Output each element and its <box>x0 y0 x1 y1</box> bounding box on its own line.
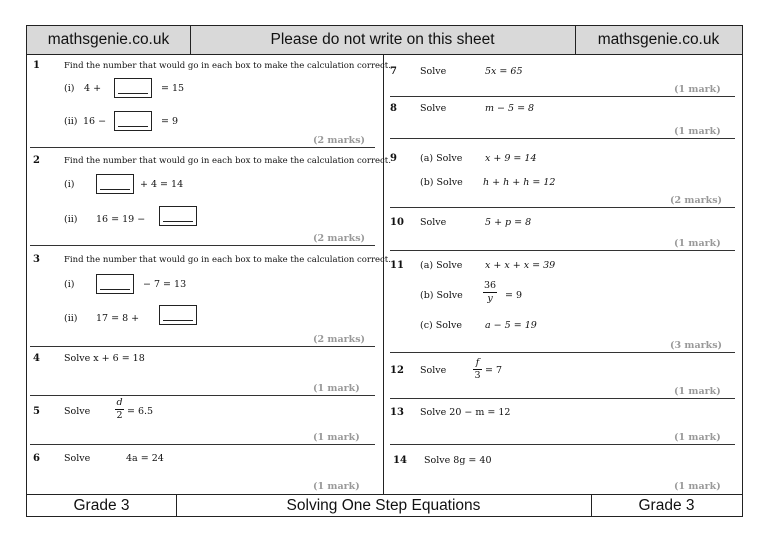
question-number: 13 <box>390 407 404 418</box>
fraction-numerator: 36 <box>483 280 497 291</box>
equation-text: − 7 = 13 <box>143 279 187 290</box>
marks-label: (2 marks) <box>670 195 723 206</box>
marks-label: (1 mark) <box>674 432 721 443</box>
part-label: (b) Solve <box>420 177 463 188</box>
fraction-denominator: 3 <box>474 370 481 381</box>
footer-topic: Solving One Step Equations <box>176 495 592 517</box>
part-label: (c) Solve <box>420 320 463 331</box>
part-label: (i) <box>64 279 75 290</box>
divider-line <box>390 352 735 353</box>
equation-text: 4 + <box>84 83 102 94</box>
fraction <box>115 398 124 421</box>
equation-text: 4a = 24 <box>126 453 164 464</box>
divider-line <box>390 444 735 445</box>
solve-label: Solve <box>420 217 447 228</box>
equation-text: + 4 = 14 <box>140 179 184 190</box>
divider-line <box>30 395 375 396</box>
divider-line <box>30 444 375 445</box>
question-number: 7 <box>390 66 397 77</box>
question-prompt: Find the number that would go in each box to make the calculation correct. <box>64 156 391 166</box>
question-number: 5 <box>33 406 40 417</box>
equation-text: h + h + h = 12 <box>483 177 556 188</box>
equation-text: 5x = 65 <box>485 66 523 77</box>
solve-label: Solve <box>420 103 447 114</box>
header-bar <box>27 26 742 55</box>
part-label: (a) Solve <box>420 153 463 164</box>
marks-label: (2 marks) <box>313 233 366 244</box>
part-label: (ii) <box>64 214 78 225</box>
fraction <box>483 281 497 304</box>
question-number: 1 <box>33 60 40 71</box>
marks-label: (1 mark) <box>313 481 360 492</box>
equation-text: Solve 20 − m = 12 <box>420 407 511 418</box>
equation-text: 5 + p = 8 <box>485 217 532 228</box>
marks-label: (3 marks) <box>670 340 723 351</box>
fraction-denominator: y <box>487 293 493 304</box>
fraction-denominator: 2 <box>116 410 123 421</box>
marks-label: (1 mark) <box>313 383 360 394</box>
marks-label: (2 marks) <box>313 135 366 146</box>
question-number: 12 <box>390 365 404 376</box>
divider-line <box>30 147 375 148</box>
part-label: (i) <box>64 179 75 190</box>
equation-text: 16 − <box>83 116 107 127</box>
divider-line <box>390 207 735 208</box>
question-number: 11 <box>390 260 404 271</box>
question-prompt: Find the number that would go in each box to make the calculation correct. <box>64 255 391 265</box>
answer-box <box>96 274 134 294</box>
equation-text: = 15 <box>161 83 185 94</box>
question-prompt: Find the number that would go in each box to make the calculation correct. <box>64 61 391 71</box>
footer-grade-right: Grade 3 <box>638 497 695 514</box>
equation-text: = 7 <box>485 365 503 376</box>
question-number: 9 <box>390 153 397 164</box>
question-number: 14 <box>393 455 407 466</box>
answer-box <box>114 111 152 131</box>
solve-label: Solve <box>420 365 447 376</box>
question-number: 4 <box>33 353 40 364</box>
divider-line <box>390 138 735 139</box>
equation-text: = 6.5 <box>127 406 154 417</box>
equation-text: x + 9 = 14 <box>485 153 537 164</box>
divider-line <box>390 96 735 97</box>
equation-text: m − 5 = 8 <box>485 103 535 114</box>
question-number: 10 <box>390 217 404 228</box>
equation-text: Solve 8g = 40 <box>424 455 492 466</box>
question-number: 8 <box>390 103 397 114</box>
marks-label: (2 marks) <box>313 334 366 345</box>
footer-bar <box>27 494 742 517</box>
part-label: (b) Solve <box>420 290 463 301</box>
marks-label: (1 mark) <box>674 238 721 249</box>
divider-line <box>30 346 375 347</box>
answer-box <box>114 78 152 98</box>
part-label: (ii) <box>64 313 78 324</box>
marks-label: (1 mark) <box>313 432 360 443</box>
fraction-numerator: f <box>475 357 480 368</box>
equation-text: = 9 <box>505 290 523 301</box>
question-number: 6 <box>33 453 40 464</box>
header-notice: Please do not write on this sheet <box>190 26 576 54</box>
question-number: 3 <box>33 254 40 265</box>
header-site-left: mathsgenie.co.uk <box>27 26 191 54</box>
answer-box <box>96 174 134 194</box>
divider-line <box>390 250 735 251</box>
equation-text: = 9 <box>161 116 179 127</box>
header-site-right: mathsgenie.co.uk <box>597 31 720 48</box>
fraction <box>473 358 482 381</box>
equation-text: x + x + x = 39 <box>485 260 556 271</box>
equation-text: a − 5 = 19 <box>485 320 537 331</box>
marks-label: (1 mark) <box>674 481 721 492</box>
part-label: (a) Solve <box>420 260 463 271</box>
fraction-numerator: d <box>116 397 123 408</box>
marks-label: (1 mark) <box>674 126 721 137</box>
marks-label: (1 mark) <box>674 84 721 95</box>
part-label: (ii) <box>64 116 78 127</box>
answer-box <box>159 206 197 226</box>
footer-grade-left: Grade 3 <box>27 495 177 517</box>
equation-text: 16 = 19 − <box>96 214 146 225</box>
marks-label: (1 mark) <box>674 386 721 397</box>
equation-text: 17 = 8 + <box>96 313 140 324</box>
divider-line <box>390 398 735 399</box>
divider-line <box>30 245 375 246</box>
solve-label: Solve <box>64 453 91 464</box>
answer-box <box>159 305 197 325</box>
solve-label: Solve <box>64 406 91 417</box>
solve-label: Solve <box>420 66 447 77</box>
equation-text: Solve x + 6 = 18 <box>64 353 145 364</box>
column-divider <box>383 54 384 494</box>
part-label: (i) <box>64 83 75 94</box>
question-number: 2 <box>33 155 40 166</box>
